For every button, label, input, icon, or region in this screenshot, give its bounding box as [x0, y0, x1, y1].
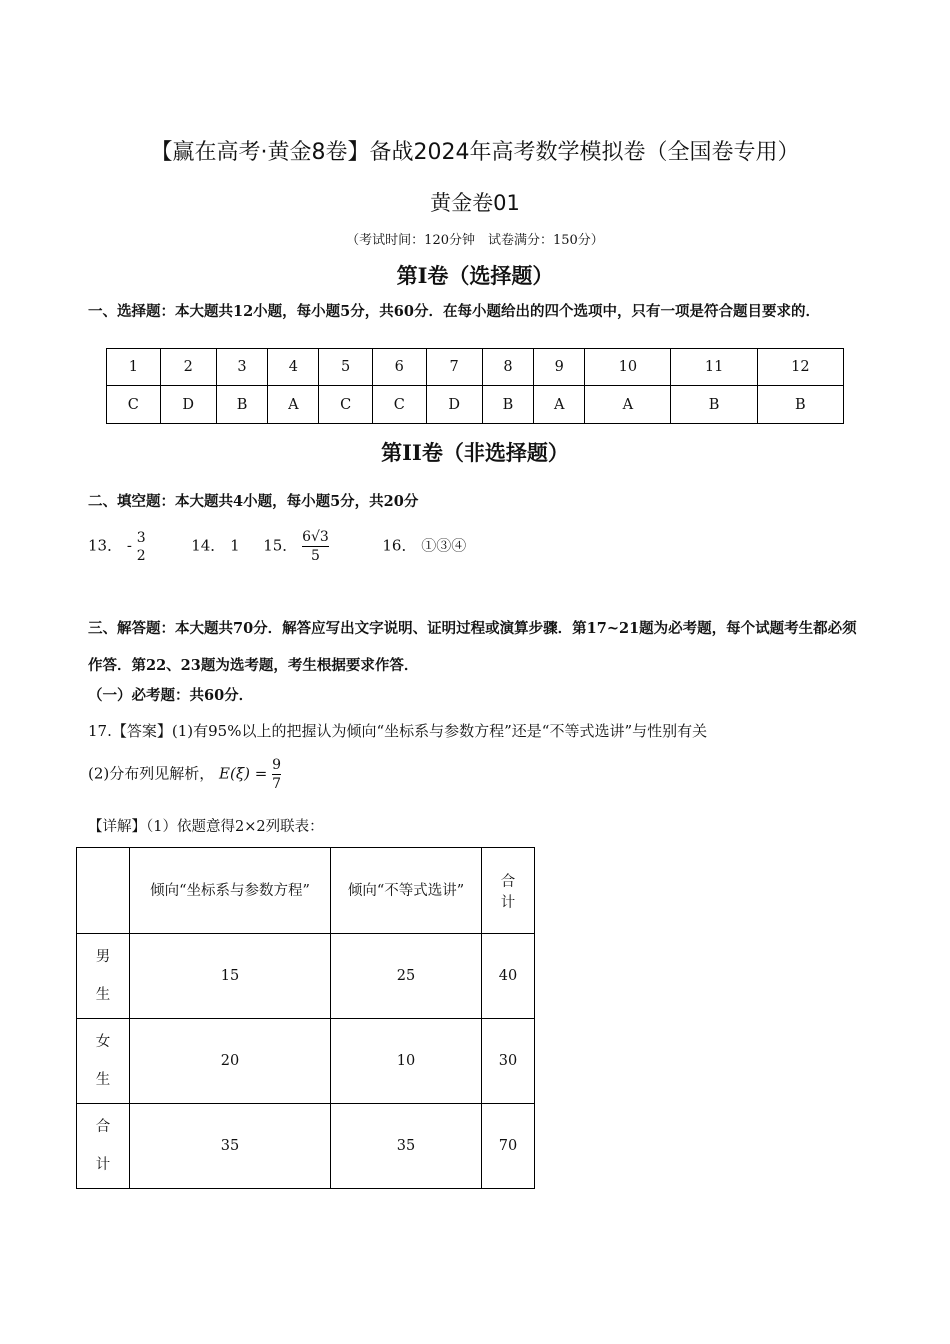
row-label: 男生	[77, 934, 130, 1019]
part1-instruction: 一、选择题：本大题共12小题，每小题5分，共60分．在每小题给出的四个选项中，只有一项是符合题目要求的．	[88, 303, 820, 320]
q17-numerator: 9	[272, 757, 281, 773]
answer-number: 5	[319, 349, 373, 386]
table-cell: 20	[130, 1019, 331, 1104]
answer-number-row	[107, 349, 844, 386]
answer-letter: B	[216, 386, 268, 424]
answer-number: 7	[426, 349, 482, 386]
exam-info: （考试时间：120分钟 试卷满分：150分）	[346, 233, 604, 248]
table-cell: 40	[482, 934, 535, 1019]
q14-answer: 1	[230, 536, 240, 555]
q17-answer-line1: 17.【答案】(1)有95%以上的把握认为倾向“坐标系与参数方程”还是“不等式选讲”与性别有关	[88, 722, 708, 740]
table-row	[77, 1019, 535, 1104]
q16-label: 16．	[382, 536, 417, 555]
table-cell: 30	[482, 1019, 535, 1104]
table-row	[77, 1104, 535, 1189]
table-header-row	[77, 848, 535, 934]
answer-letter: C	[107, 386, 161, 424]
answer-number: 8	[482, 349, 534, 386]
q13-denominator: 2	[136, 547, 146, 564]
q15-denominator: 5	[302, 546, 329, 565]
q13-label: 13．	[88, 536, 123, 555]
fill-answers	[88, 528, 466, 565]
q17-expectation: E(ξ) =	[219, 764, 268, 783]
q17-fraction	[272, 756, 281, 793]
answer-table	[106, 348, 844, 424]
answer-number: 4	[268, 349, 319, 386]
answer-letter: A	[268, 386, 319, 424]
answer-letter-row	[107, 386, 844, 424]
table-cell: 70	[482, 1104, 535, 1189]
answer-letter: C	[372, 386, 426, 424]
part1-title: 第I卷（选择题）	[396, 263, 554, 288]
q17-denominator: 7	[272, 776, 281, 792]
answer-number: 10	[585, 349, 671, 386]
table-header: 倾向“坐标系与参数方程”	[130, 848, 331, 934]
answer-number: 11	[671, 349, 757, 386]
answer-letter: D	[160, 386, 216, 424]
table-cell: 10	[331, 1019, 482, 1104]
q15-label: 15．	[263, 536, 298, 555]
answer-number: 6	[372, 349, 426, 386]
paper-title: 【赢在高考·黄金8卷】备战2024年高考数学模拟卷（全国卷专用）	[150, 140, 800, 165]
table-cell: 15	[130, 934, 331, 1019]
table-cell: 35	[130, 1104, 331, 1189]
answer-number: 9	[534, 349, 585, 386]
q13-fraction	[137, 529, 146, 565]
q17-line2-prefix: (2)分布列见解析，	[88, 764, 215, 783]
q13-numerator: 3	[136, 529, 146, 546]
q13-sign: -	[126, 536, 132, 555]
answer-letter: A	[534, 386, 585, 424]
contingency-table	[76, 847, 535, 1189]
q14-label: 14．	[191, 536, 226, 555]
answer-number: 12	[757, 349, 843, 386]
table-cell: 35	[331, 1104, 482, 1189]
q17-answer-line2	[88, 756, 281, 793]
answer-letter: B	[482, 386, 534, 424]
row-label: 女生	[77, 1019, 130, 1104]
table-cell: 25	[331, 934, 482, 1019]
answer-number: 2	[160, 349, 216, 386]
table-header-empty	[77, 848, 130, 934]
table-header: 合计	[482, 848, 535, 934]
fill-instruction: 二、填空题：本大题共4小题，每小题5分，共20分	[88, 493, 419, 510]
answer-letter: B	[757, 386, 843, 424]
answer-letter: A	[585, 386, 671, 424]
q17-detail: 【详解】（1）依题意得2×2列联表：	[88, 819, 324, 835]
table-header: 倾向“不等式选讲”	[331, 848, 482, 934]
q15-numerator: 6√3	[302, 529, 329, 545]
required-heading: （一）必考题：共60分．	[88, 687, 254, 704]
table-row	[77, 934, 535, 1019]
answer-number: 1	[107, 349, 161, 386]
q16-answer: ①③④	[421, 536, 467, 555]
answer-number: 3	[216, 349, 268, 386]
row-label: 合计	[77, 1104, 130, 1189]
answer-letter: C	[319, 386, 373, 424]
q15-fraction	[302, 528, 329, 565]
answer-letter: B	[671, 386, 757, 424]
part2-title: 第II卷（非选择题）	[381, 440, 569, 465]
paper-subtitle: 黄金卷01	[430, 191, 520, 215]
answer-letter: D	[426, 386, 482, 424]
solve-instruction: 三、解答题：本大题共70分．解答应写出文字说明、证明过程或演算步骤．第17~21题为必考题，每个试题考生都必须作答．第22、23题为选考题，考生根据要求作答．	[88, 620, 857, 674]
